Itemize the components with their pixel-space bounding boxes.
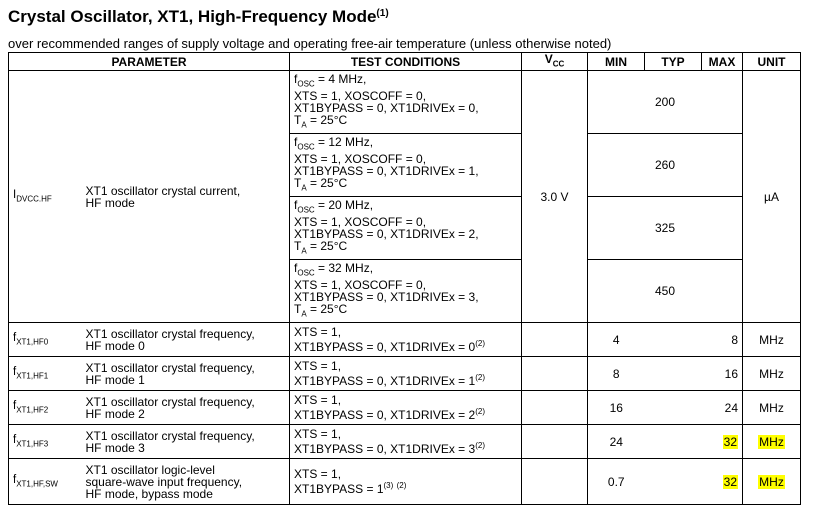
typ-value <box>645 459 702 505</box>
section-title: Crystal Oscillator, XT1, High-Frequency Mode$^{(1)}$ <box>8 7 389 26</box>
min-value: 16 <box>588 391 645 425</box>
unit-value: µA <box>743 71 801 323</box>
min-value: 24 <box>588 425 645 459</box>
col-unit: UNIT <box>743 53 801 71</box>
test-condition: XTS = 1, XT1BYPASS = 0, XT1DRIVEx = $2^{(2)}$ <box>290 391 522 425</box>
unit-value: MHz <box>743 425 801 459</box>
spec-table <box>8 52 801 505</box>
typ-value <box>645 425 702 459</box>
unit-value: MHz <box>743 459 801 505</box>
col-test-conditions: TEST CONDITIONS <box>290 53 522 71</box>
param-symbol: $I_{DVCC.HF}$ <box>9 71 86 323</box>
param-symbol: $f_{XT1,HF0}$ <box>9 323 86 357</box>
typ-value: 325 <box>588 197 743 260</box>
header-row <box>9 53 801 71</box>
max-value: 24 <box>702 391 743 425</box>
unit-value: MHz <box>743 357 801 391</box>
vcc-value: 3.0 V <box>522 71 588 323</box>
unit-value: MHz <box>743 323 801 357</box>
typ-value <box>645 357 702 391</box>
test-condition: XTS = 1, XT1BYPASS = 0, XT1DRIVEx = $0^{(2)}$ <box>290 323 522 357</box>
test-condition: XTS = 1, XT1BYPASS = $1^{(3)}$ $^{(2)}$ <box>290 459 522 505</box>
vcc-value <box>522 391 588 425</box>
max-value: 16 <box>702 357 743 391</box>
param-symbol: $f_{XT1,HF2}$ <box>9 391 86 425</box>
param-symbol: $f_{XT1,HF,SW}$ <box>9 459 86 505</box>
test-condition: XTS = 1, XT1BYPASS = 0, XT1DRIVEx = $3^{(2)}$ <box>290 425 522 459</box>
unit-value: MHz <box>743 391 801 425</box>
table-row <box>9 71 801 134</box>
param-description: XT1 oscillator crystal frequency, HF mode 1 <box>86 357 290 391</box>
table-row <box>9 357 801 391</box>
vcc-value <box>522 357 588 391</box>
min-value: 0.7 <box>588 459 645 505</box>
col-typ: TYP <box>645 53 702 71</box>
vcc-value <box>522 459 588 505</box>
typ-value <box>645 323 702 357</box>
test-condition: $f_{OSC} = 32$ MHz, XTS = 1, XOSCOFF = 0, XT1BYPASS = 0, XT1DRIVEx = 3, $T_A = 25^\circ C$ <box>290 260 522 323</box>
title-footnote: (1) <box>376 8 389 19</box>
col-max: MAX <box>702 53 743 71</box>
table-row <box>9 391 801 425</box>
param-description: XT1 oscillator crystal frequency, HF mode 3 <box>86 425 290 459</box>
typ-value: 450 <box>588 260 743 323</box>
col-vcc: $V_{CC}$ <box>522 53 588 71</box>
test-condition: $f_{OSC} = 4$ MHz, XTS = 1, XOSCOFF = 0, XT1BYPASS = 0, XT1DRIVEx = 0, $T_A = 25^\circ C$ <box>290 71 522 134</box>
table-row <box>9 459 801 505</box>
max-value: 8 <box>702 323 743 357</box>
col-parameter: PARAMETER <box>9 53 290 71</box>
table-row <box>9 323 801 357</box>
param-description: XT1 oscillator crystal frequency, HF mode 2 <box>86 391 290 425</box>
param-description: XT1 oscillator logic-level square-wave input frequency, HF mode, bypass mode <box>86 459 290 505</box>
min-value: 4 <box>588 323 645 357</box>
param-symbol: $f_{XT1,HF3}$ <box>9 425 86 459</box>
param-description: XT1 oscillator crystal current, HF mode <box>86 71 290 323</box>
section-subtitle: over recommended ranges of supply voltage and operating free-air temperature (unless otherwise noted) <box>8 36 612 51</box>
col-min: MIN <box>588 53 645 71</box>
vcc-value <box>522 425 588 459</box>
vcc-value <box>522 323 588 357</box>
param-description: XT1 oscillator crystal frequency, HF mode 0 <box>86 323 290 357</box>
min-value: 8 <box>588 357 645 391</box>
table-row <box>9 425 801 459</box>
max-value: 32 <box>702 425 743 459</box>
test-condition: $f_{OSC} = 12$ MHz, XTS = 1, XOSCOFF = 0, XT1BYPASS = 0, XT1DRIVEx = 1, $T_A = 25^\circ C$ <box>290 134 522 197</box>
test-condition: $f_{OSC} = 20$ MHz, XTS = 1, XOSCOFF = 0, XT1BYPASS = 0, XT1DRIVEx = 2, $T_A = 25^\circ C$ <box>290 197 522 260</box>
typ-value <box>645 391 702 425</box>
typ-value: 260 <box>588 134 743 197</box>
max-value: 32 <box>702 459 743 505</box>
test-condition: XTS = 1, XT1BYPASS = 0, XT1DRIVEx = $1^{(2)}$ <box>290 357 522 391</box>
param-symbol: $f_{XT1,HF1}$ <box>9 357 86 391</box>
typ-value: 200 <box>588 71 743 134</box>
